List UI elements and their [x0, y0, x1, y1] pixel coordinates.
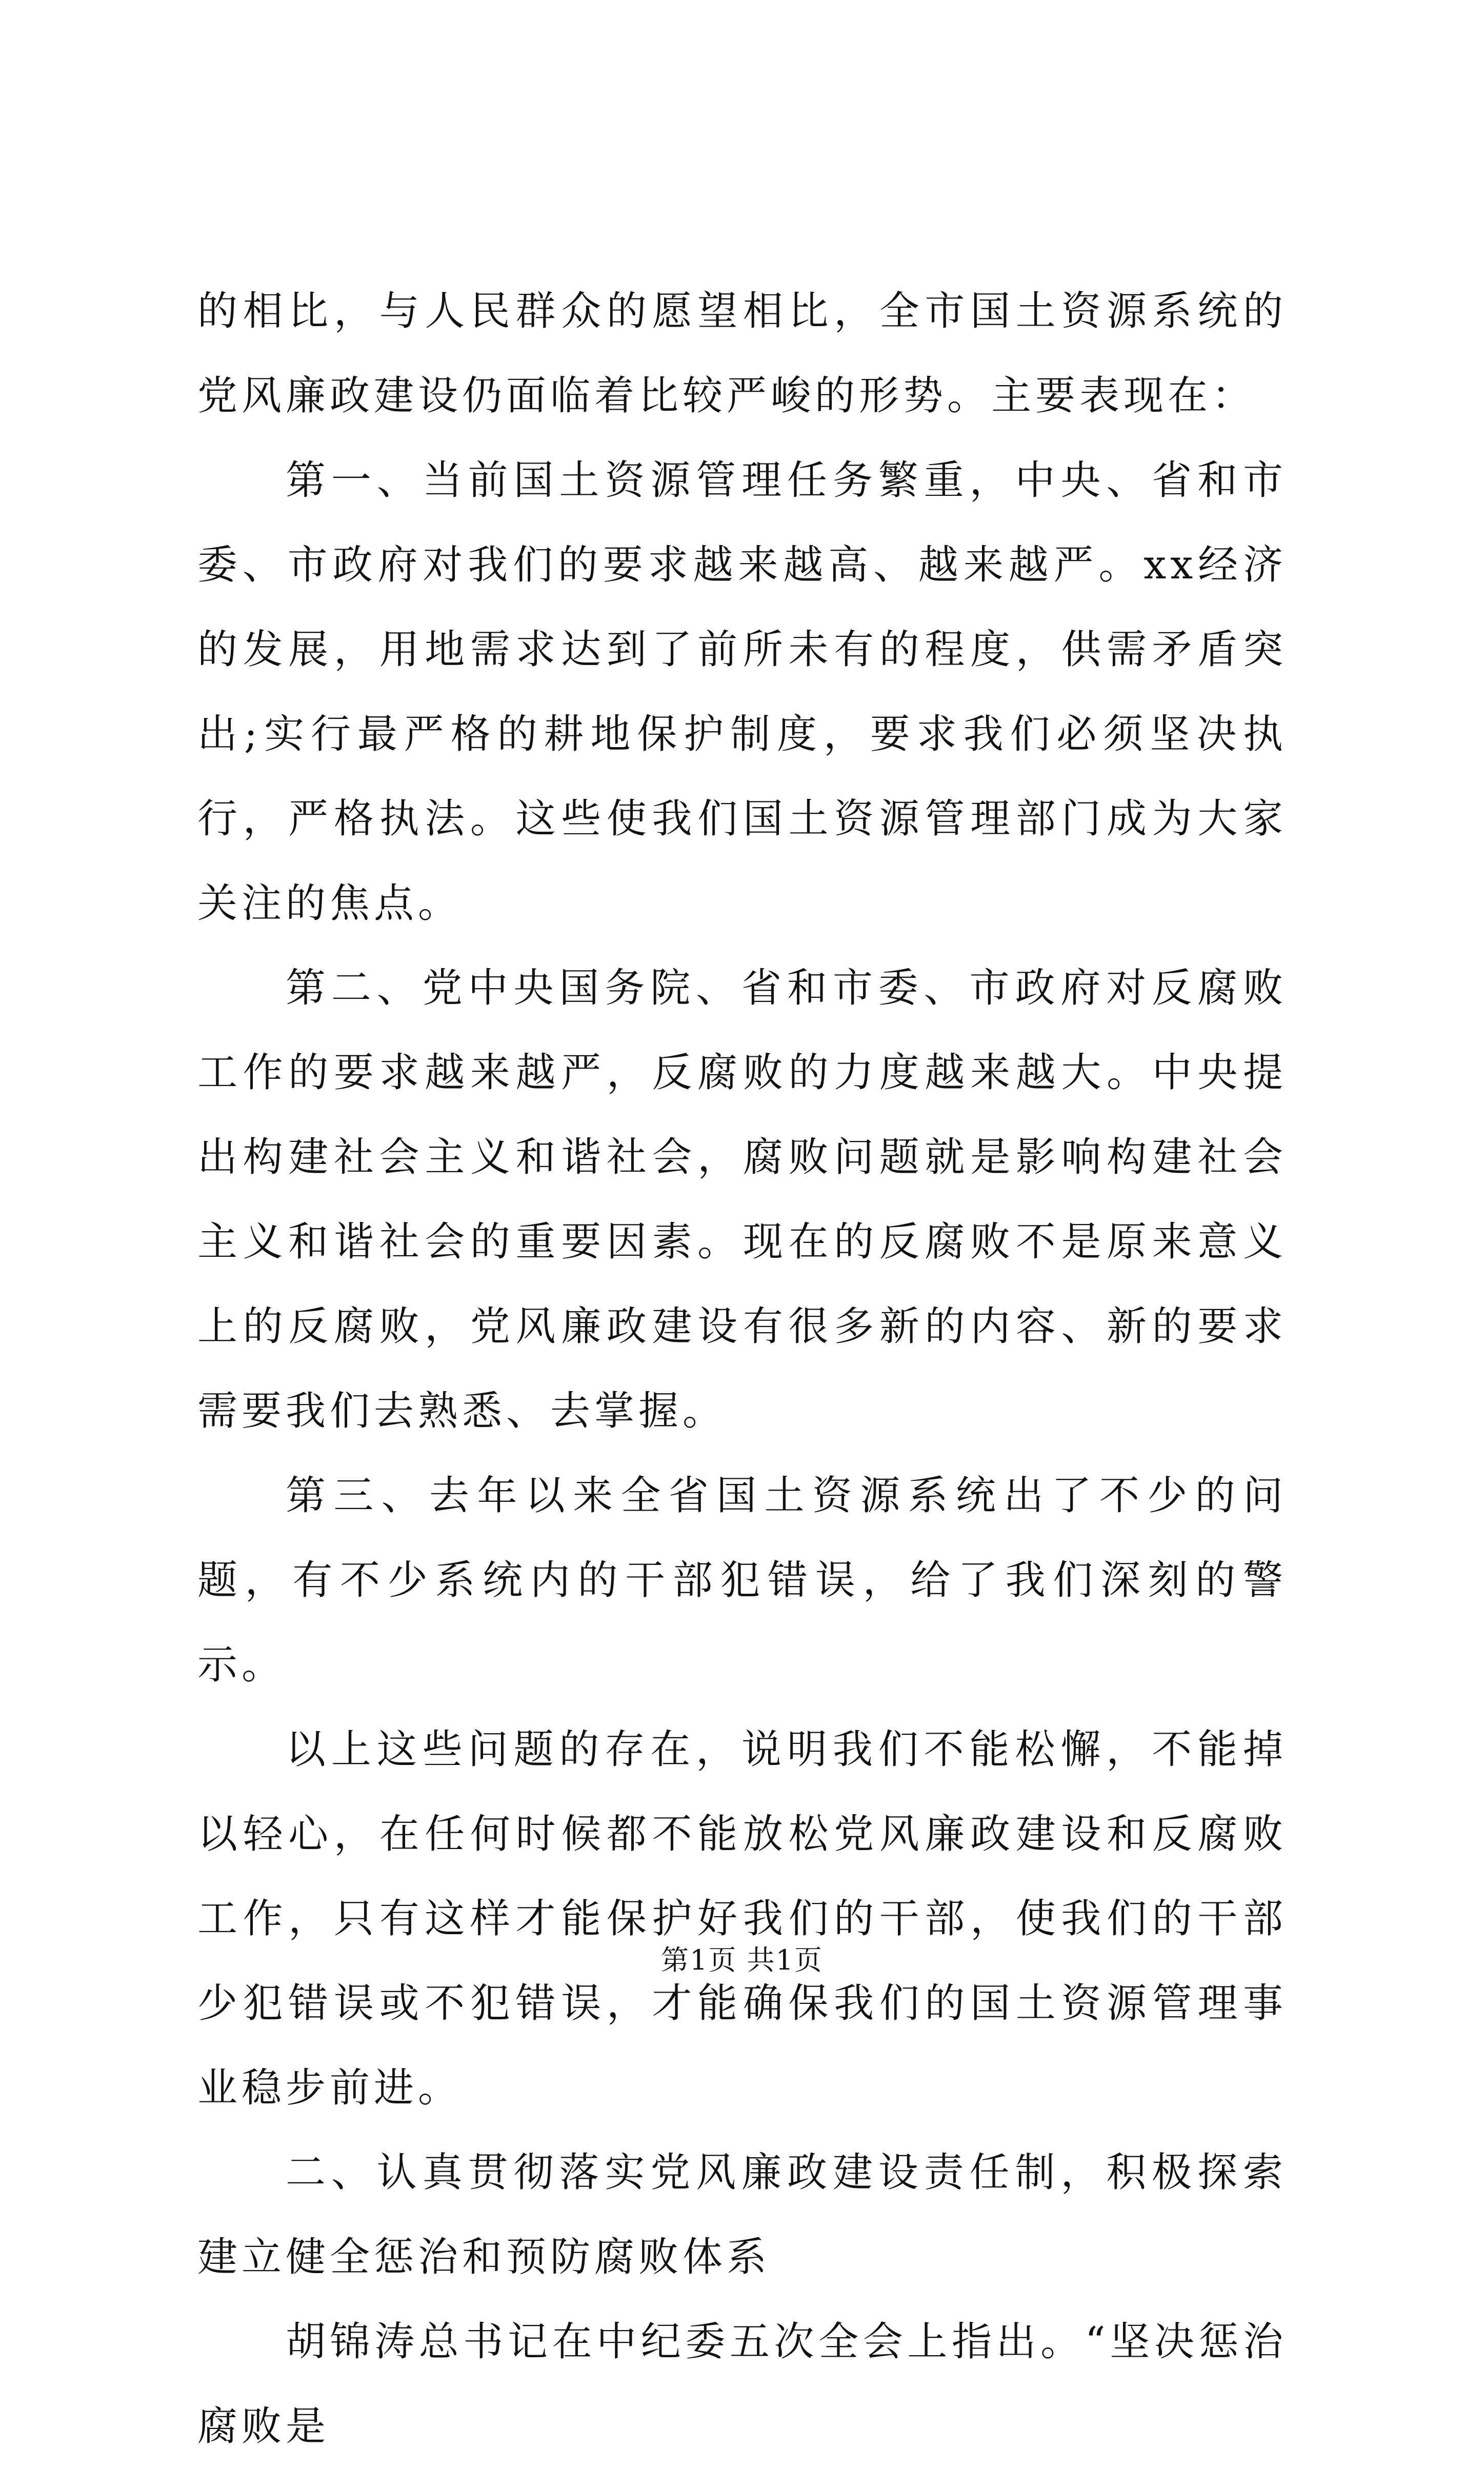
page-number-footer: 第1页 共1页 — [661, 1944, 823, 1976]
paragraph: 以上这些问题的存在，说明我们不能松懈，不能掉以轻心，在任何时候都不能放松党风廉政建设和反腐败工作，只有这样才能保护好我们的干部，使我们的干部少犯错误或不犯错误，才能确保我们的国土资源管理事业稳步前进。 — [197, 1727, 1287, 2111]
paragraph: 的相比，与人民群众的愿望相比，全市国土资源系统的党风廉政建设仍面临着比较严峻的形势。主要表现在： — [197, 288, 1287, 419]
section-heading: 二、认真贯彻落实党风廉政建设责任制，积极探索建立健全惩治和预防腐败体系 — [197, 2150, 1287, 2280]
paragraph: 第二、党中央国务院、省和市委、市政府对反腐败工作的要求越来越严，反腐败的力度越来越大。中央提出构建社会主义和谐社会，腐败问题就是影响构建社会主义和谐社会的重要因素。现在的反腐败不是原来意义上的反腐败，党风廉政建设有很多新的内容、新的要求需要我们去熟悉、去掌握。 — [197, 965, 1287, 1434]
paragraph: 胡锦涛总书记在中纪委五次全会上指出。“坚决惩治腐败是 — [197, 2319, 1287, 2450]
paragraph: 第三、去年以来全省国土资源系统出了不少的问题，有不少系统内的干部犯错误，给了我们深刻的警示。 — [197, 1473, 1287, 1688]
paragraph: 第一、当前国土资源管理任务繁重，中央、省和市委、市政府对我们的要求越来越高、越来越严。xx经济的发展，用地需求达到了前所未有的程度，供需矛盾突出;实行最严格的耕地保护制度，要求我们必须坚决执行，严格执法。这些使我们国土资源管理部门成为大家关注的焦点。 — [197, 457, 1287, 927]
document-body — [197, 269, 1287, 2469]
